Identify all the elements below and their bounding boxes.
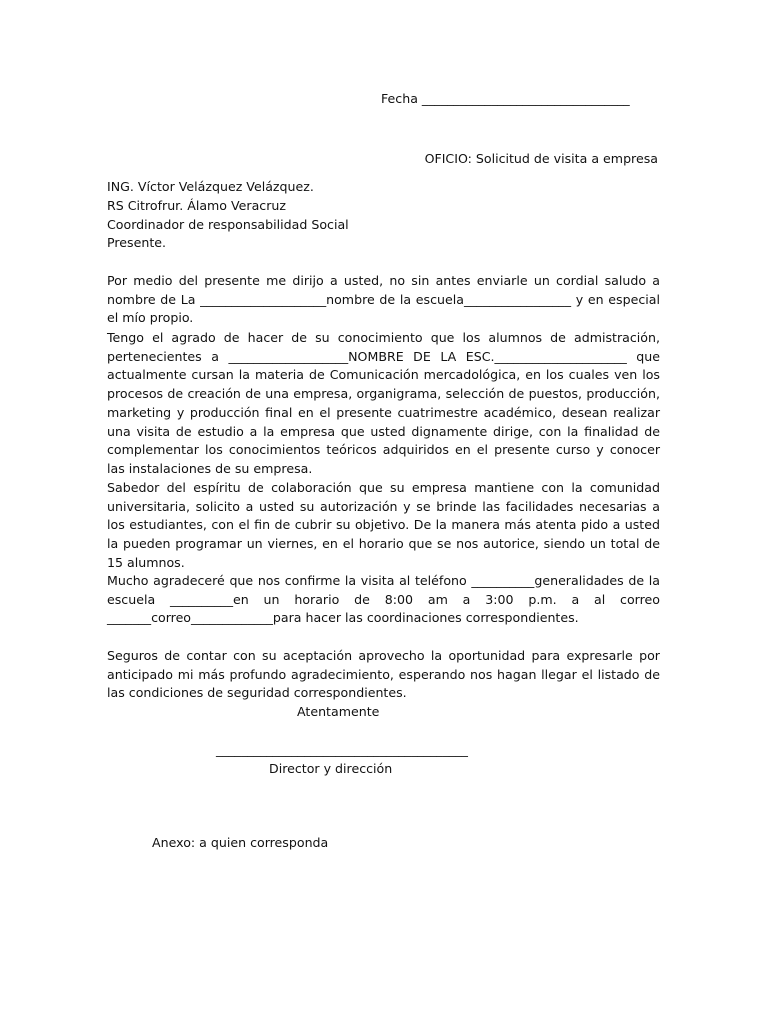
body-paragraph-5: [107, 647, 660, 703]
paragraph-text: Mucho agradeceré que nos confirme la visita al teléfono __________generalidades de la escuela __________en un horario de 8:00 am a 3:00 p.m. a al correo _______correo_____________para hacer las coordinaciones correspondientes.: [107, 573, 660, 626]
body-paragraph-3: [107, 479, 660, 573]
recipient-greeting: Presente.: [107, 235, 167, 250]
recipient-company: RS Citrofrur. Álamo Veracruz: [107, 198, 286, 213]
body-paragraph-2: [107, 329, 660, 479]
signature-line: ________________________________________: [216, 742, 468, 757]
paragraph-text: Tengo el agrado de hacer de su conocimiento que los alumnos de admistración, pertenecientes a ___________________NOMBRE DE LA ESC._____________________ que actualmente cursan la materia de Comunicación mercadológica, en los cuales ven los procesos de creación de una empresa, organigrama, selección de puestos, producción, marketing y producción final en el presente cuatrimestre académico, desean realizar una visita de estudio a la empresa que usted dignamente dirige, con la finalidad de complementar los conocimientos teóricos adquiridos en el presente curso y conocer las instalaciones de su empresa.: [107, 330, 660, 476]
signer-title: Director y dirección: [269, 761, 393, 776]
paragraph-text: Por medio del presente me dirijo a usted, no sin antes enviarle un cordial saludo a nombre de La ____________________nombre de la escuela_________________ y en especial el mío propio.: [107, 273, 660, 326]
body-paragraph-4: [107, 572, 660, 628]
body-paragraph-1: [107, 272, 660, 328]
oficio-subject: OFICIO: Solicitud de visita a empresa: [424, 151, 658, 166]
paragraph-text: Sabedor del espíritu de colaboración que su empresa mantiene con la comunidad universitaria, solicito a usted su autorización y se brinde las facilidades necesarias a los estudiantes, con el fin de cubrir su objetivo. De la manera más atenta pido a usted la pueden programar un viernes, en el horario que se nos autorice, siendo un total de 15 alumnos.: [107, 480, 660, 570]
fecha-line: Fecha _________________________________: [381, 91, 630, 106]
annex-note: Anexo: a quien corresponda: [152, 835, 329, 850]
paragraph-text: Seguros de contar con su aceptación aprovecho la oportunidad para expresarle por anticipado mi más profundo agradecimiento, esperando nos hagan llegar el listado de las condiciones de seguridad correspondientes.: [107, 648, 660, 701]
closing-atentamente: Atentamente: [297, 704, 380, 719]
recipient-name: ING. Víctor Velázquez Velázquez.: [107, 179, 314, 194]
recipient-role: Coordinador de responsabilidad Social: [107, 217, 349, 232]
